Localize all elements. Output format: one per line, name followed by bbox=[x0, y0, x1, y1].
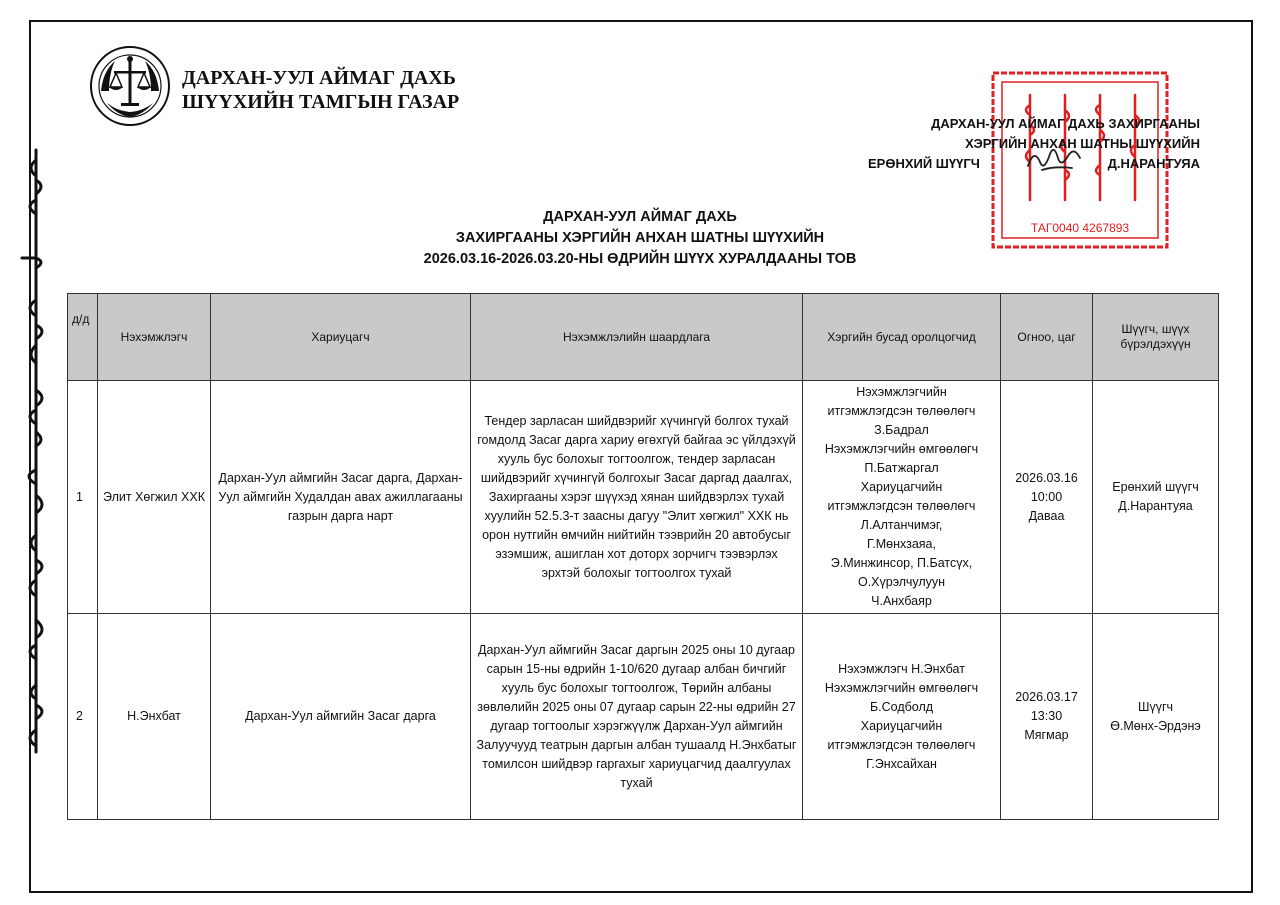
organization-name bbox=[182, 66, 459, 114]
participant-line: Нэхэмжлэгч Н.Энхбат bbox=[838, 661, 965, 676]
row-time: 13:30 bbox=[1030, 709, 1063, 723]
approval-line1: ДАРХАН-УУЛ АЙМАГ ДАХЬ ЗАХИРГААНЫ bbox=[931, 116, 1200, 131]
row-date: 2026.03.17 bbox=[1015, 690, 1078, 704]
header-defendant: Хариуцагч bbox=[211, 294, 471, 381]
judge-name: Ө.Мөнх-Эрдэнэ bbox=[1110, 718, 1201, 733]
participant-line: Хариуцагчийн bbox=[860, 480, 943, 494]
header-claim: Нэхэмжлэлийн шаардлага bbox=[471, 294, 803, 381]
row-plaintiff: Н.Энхбат bbox=[98, 614, 211, 820]
row-participants bbox=[803, 614, 1001, 820]
stamp-code: ТАГ0040 4267893 bbox=[1030, 221, 1130, 235]
judge-name: Д.Нарантуяа bbox=[1118, 499, 1193, 513]
participant-line: Г.Мөнхзаяа, bbox=[867, 537, 936, 551]
row-judge bbox=[1093, 381, 1219, 614]
table-row bbox=[68, 381, 1219, 614]
mongolian-script-margin bbox=[14, 140, 54, 760]
title-line3: 2026.03.16-2026.03.20-НЫ ӨДРИЙН ШҮҮХ ХУРАЛДААНЫ ТОВ bbox=[423, 251, 857, 267]
header-plaintiff: Нэхэмжлэгч bbox=[98, 294, 211, 381]
table-row bbox=[68, 614, 1219, 820]
participant-line: итгэмжлэгдсэн төлөөлөгч bbox=[827, 499, 976, 513]
participant-line: Нэхэмжлэгчийн bbox=[856, 385, 947, 399]
approval-position: ЕРӨНХИЙ ШҮҮГЧ bbox=[868, 156, 980, 171]
participant-line: Э.Минжинсор, П.Батсүх, bbox=[830, 556, 973, 570]
signature bbox=[1022, 140, 1092, 180]
approval-signer-name: Д.НАРАНТУЯА bbox=[1107, 156, 1200, 171]
schedule-title bbox=[300, 207, 980, 270]
row-datetime bbox=[1001, 614, 1093, 820]
participant-line: Нэхэмжлэгчийн өмгөөлөгч bbox=[824, 442, 979, 456]
row-claim: Дархан-Уул аймгийн Засаг даргын 2025 оны 10 дугаар сарын 15-ны өдрийн 1-10/620 дугаар албан бичгийг хууль бус болохыг тогтоолгож, Төрийн албаны зөвлөлийн 2025 оны 07 дугаар сарын 22-ны өдрийн 27 дугаар тогтоолыг хэрэгжүүлж Дархан-Уул аймгийн Залуучууд театрын даргын албан тушаалд Н.Энхбатыг томилсон шийдвэр гаргахыг хариуцагчид даалгуулах тухай bbox=[471, 614, 803, 820]
participant-line: Л.Алтанчимэг, bbox=[860, 518, 943, 532]
row-time: 10:00 bbox=[1030, 489, 1063, 504]
row-weekday: Мягмар bbox=[1024, 728, 1069, 742]
participant-line: Г.Энхсайхан bbox=[866, 756, 937, 771]
participant-line: О.Хүрэлчулуун bbox=[857, 575, 946, 589]
title-line1: ДАРХАН-УУЛ АЙМАГ ДАХЬ bbox=[543, 209, 737, 225]
participant-line: итгэмжлэгдсэн төлөөлөгч bbox=[827, 737, 976, 752]
header-participants: Хэргийн бусад оролцогчид bbox=[803, 294, 1001, 381]
row-num: 1 bbox=[68, 381, 98, 614]
court-emblem-icon bbox=[89, 45, 171, 127]
approval-line2: ХЭРГИЙН АНХАН ШАТНЫ ШҮҮХИЙН bbox=[965, 136, 1200, 151]
participant-line: Б.Содболд bbox=[869, 699, 934, 714]
row-num: 2 bbox=[68, 614, 98, 820]
title-line2: ЗАХИРГААНЫ ХЭРГИЙН АНХАН ШАТНЫ ШҮҮХИЙН bbox=[455, 230, 825, 246]
row-claim: Тендер зарласан шийдвэрийг хүчингүй болгох тухай гомдолд Засаг дарга хариу өгөхгүй байгаа эс үйлдэхүй хууль бус болохыг тогтоолгож, тендер зарласан шийдвэрийг хүчингүй болгохыг Засаг даргад даалгах, Захиргааны хэрэг шүүхэд хянан шийдвэрлэх тухай хуулийн 52.5.3-т заасны дагуу "Элит хөгжил" ХХК нь орон нутгийн өмчийн нийтийн тээврийн 20 автобусыг эзэмшиж, ашиглан хот доторх зорчигч тээвэрлэх эрхтэй болохыг тогтоолгох тухай bbox=[471, 381, 803, 614]
header-judge: Шүүгч, шүүх бүрэлдэхүүн bbox=[1093, 294, 1219, 381]
row-judge bbox=[1093, 614, 1219, 820]
row-plaintiff: Элит Хөгжил ХХК bbox=[98, 381, 211, 614]
participant-line: П.Батжаргал bbox=[864, 461, 939, 475]
participant-line: Хариуцагчийн bbox=[860, 718, 943, 733]
header-num: д/д bbox=[68, 294, 98, 381]
row-participants bbox=[803, 381, 1001, 614]
participant-line: Ч.Анхбаяр bbox=[871, 594, 932, 608]
header-datetime: Огноо, цаг bbox=[1001, 294, 1093, 381]
row-defendant: Дархан-Уул аймгийн Засаг дарга bbox=[211, 614, 471, 820]
row-date: 2026.03.16 bbox=[1015, 470, 1078, 485]
participant-line: Нэхэмжлэгчийн өмгөөлөгч bbox=[824, 680, 979, 695]
judge-title: Шүүгч bbox=[1137, 699, 1174, 714]
hearing-schedule-table bbox=[67, 293, 1219, 820]
judge-title: Ерөнхий шүүгч bbox=[1112, 480, 1199, 494]
table-header-row bbox=[68, 294, 1219, 381]
organization-line1: ДАРХАН-УУЛ АЙМАГ ДАХЬ bbox=[182, 67, 456, 89]
row-weekday: Даваа bbox=[1028, 508, 1065, 523]
participant-line: З.Бадрал bbox=[874, 423, 929, 437]
participant-line: итгэмжлэгдсэн төлөөлөгч bbox=[827, 404, 976, 418]
organization-line2: ШҮҮХИЙН ТАМГЫН ГАЗАР bbox=[182, 91, 460, 113]
row-datetime bbox=[1001, 381, 1093, 614]
row-defendant: Дархан-Уул аймгийн Засаг дарга, Дархан-Уул аймгийн Худалдан авах ажиллагааны газрын дарга нарт bbox=[211, 381, 471, 614]
